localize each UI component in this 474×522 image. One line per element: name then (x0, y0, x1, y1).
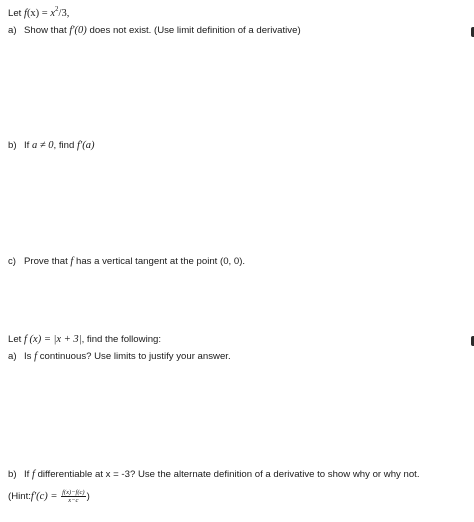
problem1-part-a-label: a) (8, 25, 17, 36)
problem2-part-a-label: a) (8, 351, 17, 362)
problem2-hint-math: f′(c) = (30, 491, 61, 503)
problem2-part-b-label: b) (8, 469, 17, 480)
problem2-part-b-text-1: If (24, 469, 32, 480)
problem2-hint (8, 489, 90, 504)
problem1-part-c-label: c) (8, 256, 16, 267)
problem1-intro-exponent: 2 (55, 5, 59, 13)
problem2-intro-prefix: Let (8, 334, 25, 345)
problem1-intro-func: f (24, 8, 27, 19)
problem1-intro-prefix: Let (8, 8, 25, 19)
problem2-part-a (8, 351, 231, 363)
problem2-part-a-text-1: Is (24, 351, 35, 362)
problem2-part-a-text-2: continuous? Use limits to justify your answer. (37, 351, 231, 362)
problem1-part-b (8, 140, 94, 152)
problem1-part-c-text-1: Prove that (24, 256, 71, 267)
problem2-hint-denominator: x−c (68, 497, 79, 504)
problem1-part-b-text-1: If (24, 140, 32, 151)
problem1-intro-exponent-tail: /3, (58, 8, 70, 19)
problem1-part-b-label: b) (8, 140, 17, 151)
problem1-part-b-math-1: a ≠ 0 (32, 140, 54, 151)
problem1-part-b-text-2: , find (53, 140, 77, 151)
problem1-part-c-text-2: has a vertical tangent at the point (0, 0). (73, 256, 246, 267)
problem1-intro-base: x (50, 8, 56, 19)
problem2-part-b-text-2: differentiable at x = -3? Use the alternate definition of a derivative to show why or why not. (34, 469, 420, 480)
problem2-hint-prefix: (Hint: (8, 491, 31, 503)
problem2-part-b-math: f (32, 469, 35, 480)
problem1-part-a (8, 25, 301, 37)
problem1-part-a-math: f′(0) (69, 25, 87, 36)
problem2-hint-numerator: f(x)−f(c) (62, 489, 85, 496)
problem2-hint-suffix: ) (86, 491, 90, 503)
problem2-intro-math: f (x) = |x + 3| (24, 334, 82, 345)
problem2-part-a-math: f (34, 351, 38, 362)
problem1-part-c-math: f (70, 256, 74, 267)
problem1-part-b-math-2: f′(a) (76, 140, 95, 151)
problem1-intro (8, 5, 70, 20)
problem2-intro-suffix: , find the following: (81, 334, 162, 345)
problem2-hint-fraction (61, 489, 85, 504)
problem1-part-a-text-1: Show that (24, 25, 70, 36)
problem1-part-a-text-2: does not exist. (Use limit definition of a derivative) (86, 25, 301, 36)
problem1-part-c (8, 256, 245, 268)
problem2-part-b (8, 469, 420, 481)
problem1-intro-arg: (x) = (26, 8, 51, 19)
problem2-intro (8, 334, 161, 346)
